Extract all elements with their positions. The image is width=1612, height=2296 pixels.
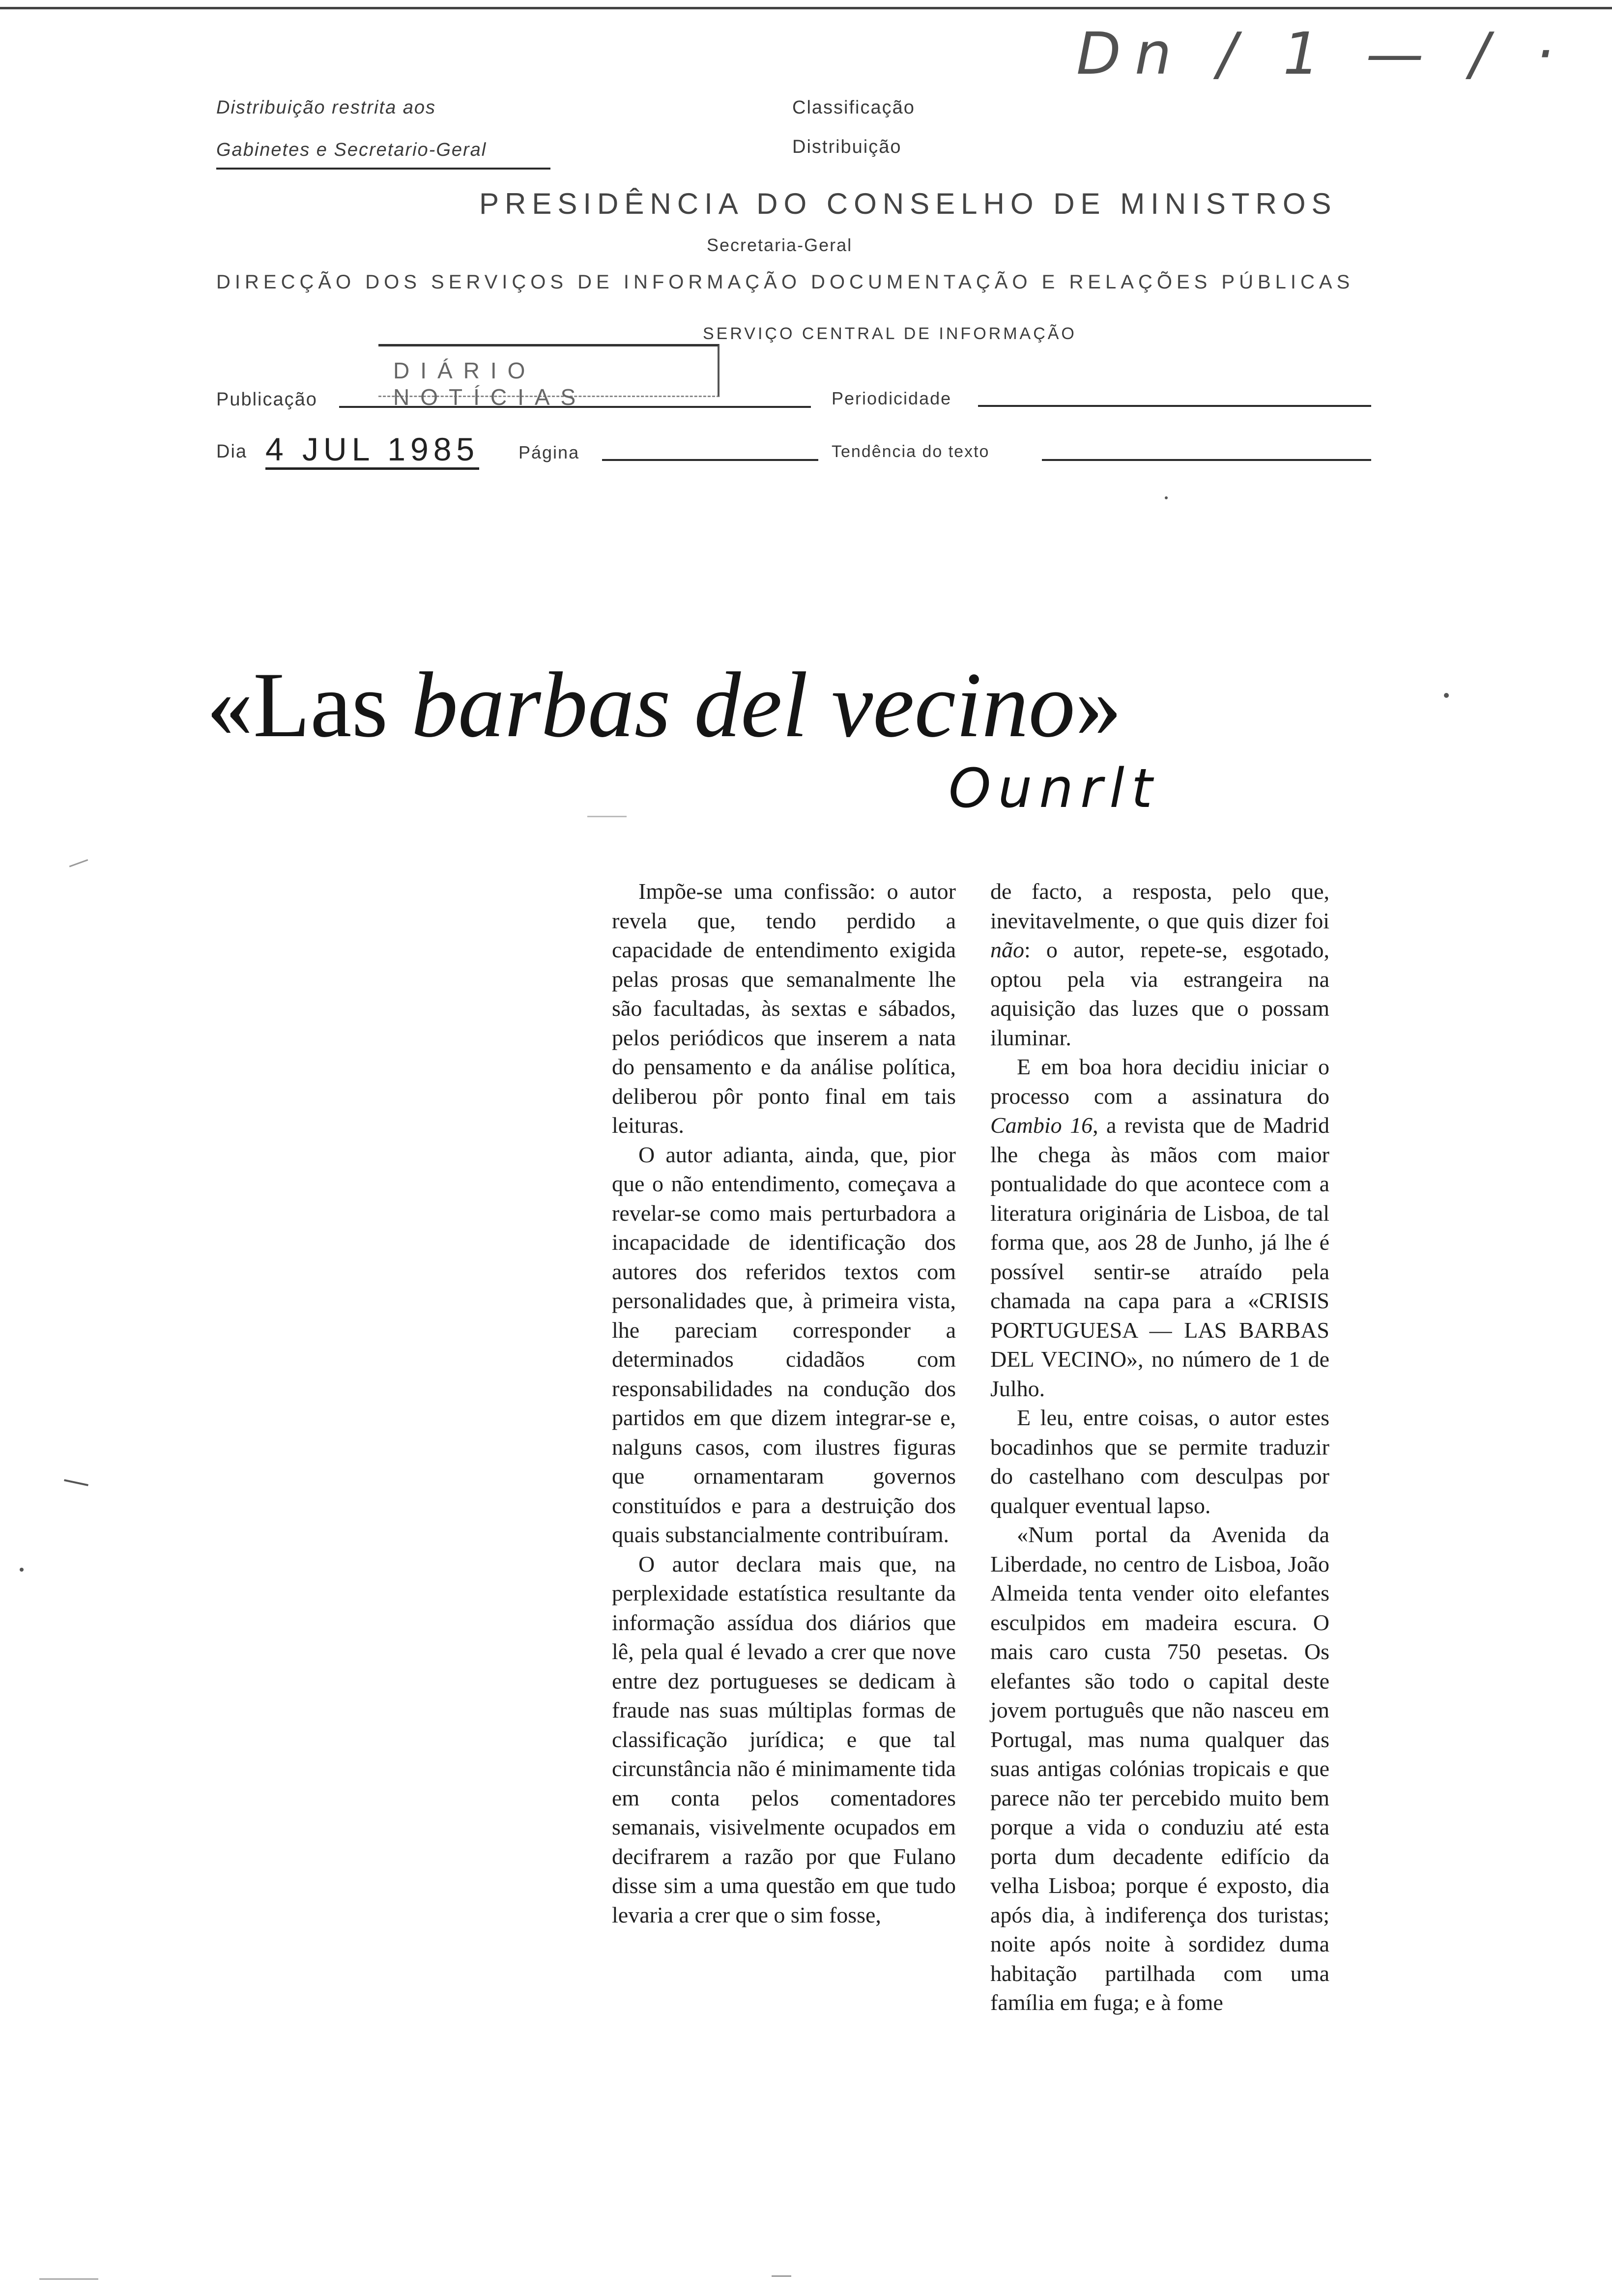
periodicity-field-line — [978, 405, 1371, 407]
handwritten-reference: Dn / 1 — / · — [1076, 20, 1568, 87]
title-quote-close: » — [1075, 654, 1122, 757]
distribution-label: Distribuição — [792, 137, 902, 157]
publication-stamp-text: DIÁRIO NOTÍCIAS — [393, 358, 587, 410]
article-paragraph: E leu, entre coisas, o autor estes bocadinhos que se permite traduzir do castelhano com desculpas por qualquer eventual lapso. — [990, 1405, 1329, 1518]
article-paragraph: O autor adianta, ainda, que, pior que o não entendimento, começava a revelar-se como mais perturbadora a incapacidade de identificação dos autores dos referidos textos com personalidades que, à primeira vista, lhe pareciam corresponder a determinados cidadãos com responsabilidades na condução dos partidos em que dizem integrar-se e, nalguns casos, com ilustres figuras que ornamentaram governos constituídos e para a destruição dos quais substancialmente contribuíram. — [612, 1142, 956, 1547]
service-label: SERVIÇO CENTRAL DE INFORMAÇÃO — [703, 324, 1077, 343]
article-title — [206, 654, 1122, 757]
publication-label: Publicação — [216, 389, 317, 410]
article-paragraph: «Num portal da Avenida da Liberdade, no centro de Lisboa, João Almeida tenta vender oito elefantes esculpidos em madeira escura. O mais caro custa 750 pesetas. Os elefantes são todo o capital deste jovem português que não nasceu em Portugal, mas numa qualquer das suas antigas colónias tropicais e que parece não ter percebido muito bem porque a vida o conduziu até esta porta dum decadente edifício da velha Lisboa; porque é exposto, dia após dia, à indiferença dos turistas; noite após noite à sordidez duma habitação partilhada com uma família em fuga; e à fome — [990, 1522, 1329, 2015]
title-rest: barbas del vecino — [411, 654, 1075, 757]
org-subtitle: Secretaria-Geral — [707, 235, 853, 255]
top-rule — [0, 7, 1612, 9]
scan-speck — [64, 1479, 88, 1486]
scan-speck — [20, 1568, 24, 1572]
paragraph-text: : o autor, repete-se, esgotado, optou pela via estrangeira na aquisição das luzes que o possam iluminar. — [990, 937, 1329, 1050]
article-paragraph — [990, 877, 1329, 1052]
title-quote-open: « — [206, 654, 253, 757]
emphasis-text: não — [990, 937, 1024, 962]
article-paragraph: Impõe-se uma confissão: o autor revela que, tendo perdido a capacidade de entendimento exigida pelas prosas que semanalmente lhe são facultadas, às sextas e sábados, pelos periódicos que inserem a nata do pensamento e da análise política, deliberou pôr ponto final em tais leituras. — [612, 879, 956, 1138]
distribution-restricted-label: Distribuição restrita aos — [216, 97, 436, 118]
scan-speck — [587, 816, 627, 817]
scan-speck — [39, 2278, 98, 2280]
pages-label: Página — [518, 442, 580, 462]
pages-field-line — [602, 459, 818, 461]
date-stamp: 4 JUL 1985 — [265, 431, 479, 470]
handwritten-author-note: Ounrlt — [949, 757, 1159, 820]
publication-stamp — [378, 344, 720, 410]
scan-speck — [69, 859, 88, 867]
scan-speck — [1444, 693, 1449, 698]
distribution-offices-label: Gabinetes e Secretario-Geral — [216, 140, 550, 170]
paragraph-text: E em boa hora decidiu iniciar o processo com a assinatura do — [990, 1054, 1329, 1109]
publication-field-line — [339, 406, 811, 408]
classification-label: Classificação — [792, 97, 915, 118]
tendency-label: Tendência do texto — [832, 442, 990, 461]
day-label: Dia — [216, 441, 248, 462]
org-title: PRESIDÊNCIA DO CONSELHO DE MINISTROS — [479, 187, 1337, 220]
article-paragraph: O autor declara mais que, na perplexidade estatística resultante da informação assídua dos diários que lê, pela qual é levado a crer que nove entre dez portugueses se dedicam à fraude nas suas múltiplas formas de classificação jurídica; e que tal circunstância não é minimamente tida em conta pelos comentadores semanais, visivelmente ocupados em decifrarem a razão por que Fulano disse sim a uma questão em que tudo levaria a crer que o sim fosse, — [612, 1551, 956, 1927]
tendency-field-line — [1042, 459, 1371, 461]
paragraph-text: de facto, a resposta, pelo que, inevitavelmente, o que quis dizer foi — [990, 879, 1329, 933]
article-paragraph — [990, 1052, 1329, 1403]
article-column-2 — [990, 877, 1329, 2017]
article-column-1 — [612, 877, 956, 1929]
scan-speck — [1165, 496, 1168, 499]
directorate-line: DIRECÇÃO DOS SERVIÇOS DE INFORMAÇÃO DOCUMENTAÇÃO E RELAÇÕES PÚBLICAS — [216, 271, 1354, 293]
paragraph-text: , a revista que de Madrid lhe chega às mãos com maior pontualidade do que acontece com a literatura originária de Lisboa, de tal forma que, aos 28 de Junho, já lhe é possível sentir-se atraído pela chamada na capa para a «CRISIS PORTUGUESA — LAS BARBAS DEL VECINO», no número de 1 de Julho. — [990, 1113, 1329, 1401]
scan-speck — [772, 2275, 791, 2277]
title-first-word: Las — [253, 654, 388, 757]
magazine-name: Cambio 16 — [990, 1113, 1093, 1138]
periodicity-label: Periodicidade — [832, 388, 952, 408]
